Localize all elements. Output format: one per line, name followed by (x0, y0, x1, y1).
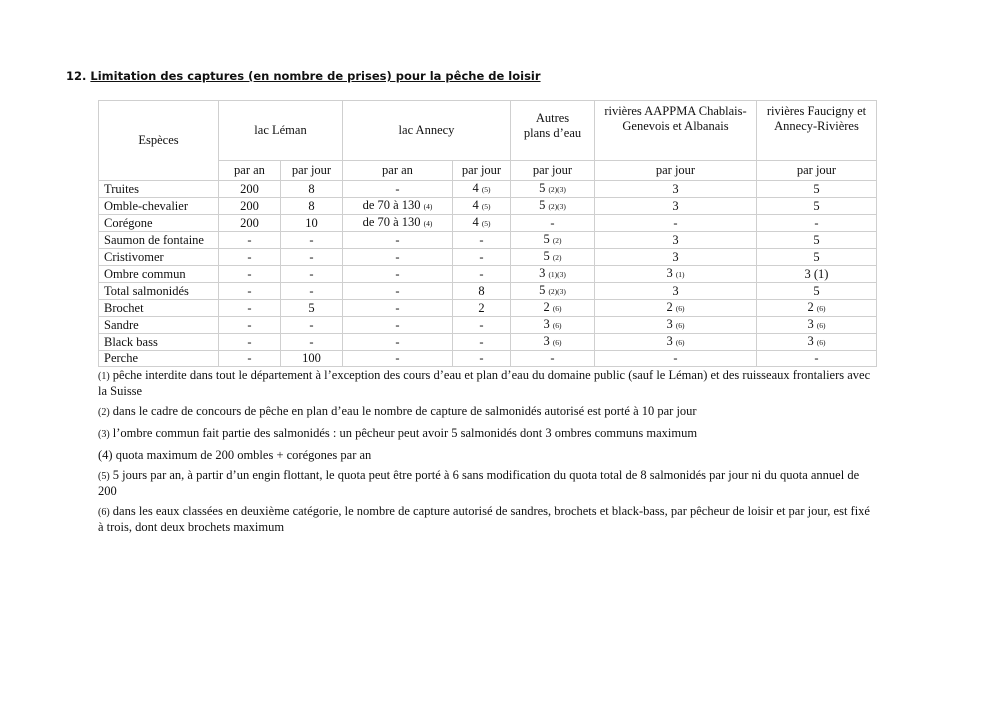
cell-value: 5 (539, 283, 546, 297)
cell-value: 2 (666, 300, 673, 314)
footnote-ref: (1) (675, 270, 685, 279)
cell-value: 3 (672, 232, 679, 247)
value-cell-faucigny (757, 266, 877, 283)
cell-value: 3 (543, 334, 550, 348)
footnote-ref: (6) (552, 321, 562, 330)
species-cell: Saumon de fontaine (99, 232, 219, 249)
footnote-item (98, 504, 878, 534)
subheader-leman-par-jour: par jour (281, 161, 343, 181)
value-cell-leman-an (219, 300, 281, 317)
footnote-item (98, 404, 878, 420)
header-chablais (595, 101, 757, 161)
footnote-ref: (2)(3) (548, 185, 566, 194)
cell-value: - (309, 249, 314, 264)
cell-value: - (309, 283, 314, 298)
value-cell-leman-an (219, 198, 281, 215)
cell-value: 2 (807, 300, 814, 314)
cell-value: 3 (807, 317, 814, 331)
cell-value: - (479, 351, 484, 365)
footnote-text: dans le cadre de concours de pêche en plan d’eau le nombre de capture de salmonidés autorisé est porté à 10 par jour (112, 404, 697, 418)
table-row (99, 283, 877, 300)
value-cell-faucigny (757, 351, 877, 367)
footnote-text: pêche interdite dans tout le département à l’exception des cours d’eau et plan d’eau du domaine public (sauf le Léman) et des ruisseaux frontaliers avec la Suisse (98, 368, 871, 398)
table-row (99, 198, 877, 215)
footnote-text: 5 jours par an, à partir d’un engin flottant, le quota peut être porté à 6 sans modification du quota total de 8 salmonidés par jour ni du quota annuel de 200 (98, 468, 860, 498)
cell-value: 3 (807, 334, 814, 348)
value-cell-annecy-jour (453, 198, 511, 215)
cell-value: - (309, 317, 314, 332)
cell-value: 5 (813, 181, 820, 196)
species-header: Espèces (99, 101, 219, 181)
footnote-item (98, 448, 878, 462)
cell-value: - (247, 334, 252, 349)
cell-value: 2 (478, 300, 485, 315)
species-cell: Truites (99, 181, 219, 198)
footnote-item (98, 468, 878, 498)
footnote-ref: (6) (816, 304, 826, 313)
cell-value: - (673, 351, 678, 365)
cell-value: 3 (672, 181, 679, 196)
value-cell-leman-an (219, 351, 281, 367)
value-cell-leman-an (219, 249, 281, 266)
value-cell-chablais (595, 215, 757, 232)
value-cell-annecy-jour (453, 232, 511, 249)
footnotes (98, 368, 878, 540)
cell-value: de 70 à 130 (362, 215, 421, 229)
value-cell-faucigny (757, 232, 877, 249)
value-cell-leman-an (219, 317, 281, 334)
cell-value: 5 (543, 249, 550, 263)
value-cell-autres (511, 266, 595, 283)
cell-value: 4 (472, 215, 479, 229)
value-cell-chablais (595, 232, 757, 249)
value-cell-leman-jour (281, 232, 343, 249)
catch-limits-table (98, 100, 877, 367)
value-cell-chablais (595, 351, 757, 367)
footnote-text: l’ombre commun fait partie des salmonidés : un pêcheur peut avoir 5 salmonidés dont 3 ombres communs maximum (112, 426, 698, 440)
value-cell-annecy-jour (453, 351, 511, 367)
value-cell-faucigny (757, 334, 877, 351)
footnote-ref: (1)(3) (548, 270, 566, 279)
footnote-text: quota maximum de 200 ombles + corégones par an (115, 448, 372, 462)
footnote-ref: (6) (675, 338, 685, 347)
section-title (66, 69, 541, 83)
value-cell-chablais (595, 317, 757, 334)
cell-value: 2 (543, 300, 550, 314)
cell-value: 3 (672, 249, 679, 264)
value-cell-chablais (595, 300, 757, 317)
table-row (99, 181, 877, 198)
footnote-ref: (2)(3) (548, 287, 566, 296)
footnote-ref: (2)(3) (548, 202, 566, 211)
value-cell-autres (511, 249, 595, 266)
table-row (99, 334, 877, 351)
subheader-leman-par-an: par an (219, 161, 281, 181)
species-cell: Total salmonidés (99, 283, 219, 300)
subheader-annecy-par-an: par an (343, 161, 453, 181)
header-row-groups (99, 101, 877, 161)
cell-value: - (395, 266, 400, 281)
value-cell-annecy-an (343, 266, 453, 283)
cell-value: 3 (539, 266, 546, 280)
header-faucigny-line2: Annecy-Rivières (774, 119, 859, 133)
value-cell-annecy-jour (453, 215, 511, 232)
cell-value: - (309, 334, 314, 349)
footnote-number: (4) (98, 448, 113, 462)
cell-value: 100 (302, 351, 321, 365)
cell-value: 3 (666, 334, 673, 348)
table-row (99, 300, 877, 317)
cell-value: 3 (672, 198, 679, 213)
value-cell-annecy-an (343, 283, 453, 300)
value-cell-faucigny (757, 317, 877, 334)
cell-value: 8 (308, 181, 315, 196)
cell-value: - (814, 351, 819, 365)
table-row (99, 232, 877, 249)
value-cell-annecy-jour (453, 181, 511, 198)
species-cell: Corégone (99, 215, 219, 232)
cell-value: 10 (305, 215, 318, 230)
value-cell-annecy-an (343, 215, 453, 232)
cell-value: - (814, 215, 819, 230)
value-cell-leman-jour (281, 300, 343, 317)
value-cell-leman-jour (281, 334, 343, 351)
footnote-ref: (5) (481, 185, 491, 194)
header-autres-line2: plans d’eau (523, 126, 582, 140)
value-cell-faucigny (757, 249, 877, 266)
cell-value: 5 (813, 198, 820, 213)
value-cell-faucigny (757, 198, 877, 215)
value-cell-chablais (595, 266, 757, 283)
footnote-ref: (6) (675, 304, 685, 313)
footnote-ref: (6) (552, 338, 562, 347)
value-cell-annecy-an (343, 249, 453, 266)
subheader-faucigny-par-jour: par jour (757, 161, 877, 181)
footnote-number: (1) (98, 371, 110, 382)
value-cell-annecy-an (343, 232, 453, 249)
value-cell-leman-an (219, 232, 281, 249)
value-cell-leman-jour (281, 317, 343, 334)
cell-value: - (395, 232, 400, 247)
value-cell-autres (511, 215, 595, 232)
cell-value: - (247, 232, 252, 247)
value-cell-annecy-an (343, 198, 453, 215)
species-cell: Perche (99, 351, 219, 367)
cell-value: 5 (813, 232, 820, 247)
header-chablais-line1: rivières AAPPMA Chablais- (604, 104, 747, 118)
value-cell-leman-an (219, 266, 281, 283)
cell-value: - (479, 334, 484, 349)
table-row (99, 249, 877, 266)
footnote-item (98, 426, 878, 442)
value-cell-chablais (595, 181, 757, 198)
table-row (99, 317, 877, 334)
cell-value: 200 (240, 198, 259, 213)
table-row (99, 215, 877, 232)
value-cell-autres (511, 334, 595, 351)
value-cell-annecy-jour (453, 249, 511, 266)
cell-value: - (395, 300, 400, 315)
value-cell-chablais (595, 198, 757, 215)
value-cell-leman-jour (281, 249, 343, 266)
footnote-number: (6) (98, 507, 110, 518)
table-row (99, 266, 877, 283)
value-cell-faucigny (757, 283, 877, 300)
value-cell-autres (511, 283, 595, 300)
footnote-ref: (2) (552, 253, 562, 262)
value-cell-autres (511, 300, 595, 317)
footnote-ref: (5) (481, 202, 491, 211)
value-cell-annecy-an (343, 334, 453, 351)
header-faucigny (757, 101, 877, 161)
value-cell-leman-an (219, 181, 281, 198)
species-cell: Sandre (99, 317, 219, 334)
species-cell: Cristivomer (99, 249, 219, 266)
cell-value: - (247, 266, 252, 281)
footnote-ref: (6) (552, 304, 562, 313)
cell-value: 3 (672, 283, 679, 298)
value-cell-leman-jour (281, 283, 343, 300)
cell-value: - (309, 232, 314, 247)
cell-value: - (309, 266, 314, 281)
value-cell-leman-jour (281, 266, 343, 283)
cell-value: 3 (543, 317, 550, 331)
value-cell-leman-jour (281, 351, 343, 367)
header-lac-leman: lac Léman (219, 101, 343, 161)
species-cell: Ombre commun (99, 266, 219, 283)
footnote-ref: (2) (552, 236, 562, 245)
value-cell-chablais (595, 249, 757, 266)
footnote-ref: (5) (481, 219, 491, 228)
subheader-autres-par-jour: par jour (511, 161, 595, 181)
species-cell: Brochet (99, 300, 219, 317)
header-lac-annecy: lac Annecy (343, 101, 511, 161)
cell-value: - (247, 283, 252, 298)
value-cell-leman-an (219, 283, 281, 300)
value-cell-leman-an (219, 215, 281, 232)
cell-value: - (395, 334, 400, 349)
footnote-number: (5) (98, 471, 110, 482)
value-cell-chablais (595, 334, 757, 351)
section-number: 12. (66, 69, 87, 83)
value-cell-annecy-jour (453, 317, 511, 334)
cell-value: - (479, 317, 484, 332)
header-autres-plans-eau (511, 101, 595, 161)
cell-value: - (479, 232, 484, 247)
value-cell-annecy-an (343, 181, 453, 198)
species-cell: Black bass (99, 334, 219, 351)
cell-value: 3 (666, 266, 673, 280)
value-cell-annecy-jour (453, 266, 511, 283)
footnote-number: (2) (98, 407, 110, 418)
value-cell-faucigny (757, 215, 877, 232)
cell-value: 5 (308, 300, 315, 315)
value-cell-faucigny (757, 300, 877, 317)
section-title-text: Limitation des captures (en nombre de prises) pour la pêche de loisir (90, 69, 541, 83)
cell-value: 8 (308, 198, 315, 213)
cell-value: - (247, 249, 252, 264)
cell-value: 8 (478, 283, 485, 298)
value-cell-autres (511, 317, 595, 334)
footnote-text: dans les eaux classées en deuxième catégorie, le nombre de capture autorisé de sandres, brochets et black-bass, par pêcheur de loisir et par jour, est fixé à trois, dont deux brochets maximum (98, 504, 870, 534)
footnote-item (98, 368, 878, 398)
header-autres-line1: Autres (535, 111, 570, 125)
cell-value: - (479, 249, 484, 264)
species-cell: Omble-chevalier (99, 198, 219, 215)
cell-value: - (673, 215, 678, 230)
subheader-annecy-par-jour: par jour (453, 161, 511, 181)
cell-value: - (247, 351, 252, 365)
footnote-ref: (4) (423, 219, 433, 228)
value-cell-leman-jour (281, 181, 343, 198)
cell-value: 3 (666, 317, 673, 331)
cell-value: - (395, 181, 400, 196)
footnote-number: (3) (98, 429, 110, 440)
value-cell-chablais (595, 283, 757, 300)
value-cell-annecy-jour (453, 283, 511, 300)
cell-value: - (247, 317, 252, 332)
cell-value: 4 (472, 198, 479, 212)
value-cell-autres (511, 351, 595, 367)
cell-value: - (550, 215, 555, 230)
value-cell-annecy-an (343, 317, 453, 334)
header-chablais-line2: Genevois et Albanais (622, 119, 729, 133)
value-cell-annecy-jour (453, 334, 511, 351)
value-cell-annecy-an (343, 300, 453, 317)
cell-value: de 70 à 130 (362, 198, 421, 212)
value-cell-leman-an (219, 334, 281, 351)
header-faucigny-line1: rivières Faucigny et (766, 104, 867, 118)
value-cell-autres (511, 232, 595, 249)
cell-value: 5 (539, 181, 546, 195)
cell-value: - (395, 351, 400, 365)
value-cell-autres (511, 181, 595, 198)
table-row (99, 351, 877, 367)
cell-value: - (395, 249, 400, 264)
cell-value: 5 (813, 283, 820, 298)
value-cell-leman-jour (281, 215, 343, 232)
cell-value: 3 (1) (804, 266, 829, 281)
cell-value: - (395, 283, 400, 298)
value-cell-autres (511, 198, 595, 215)
value-cell-annecy-an (343, 351, 453, 367)
subheader-chablais-par-jour: par jour (595, 161, 757, 181)
cell-value: 200 (240, 181, 259, 196)
value-cell-leman-jour (281, 198, 343, 215)
cell-value: 5 (539, 198, 546, 212)
value-cell-annecy-jour (453, 300, 511, 317)
footnote-ref: (6) (675, 321, 685, 330)
cell-value: 5 (543, 232, 550, 246)
value-cell-faucigny (757, 181, 877, 198)
footnote-ref: (4) (423, 202, 433, 211)
cell-value: - (247, 300, 252, 315)
cell-value: - (550, 351, 555, 365)
cell-value: 5 (813, 249, 820, 264)
cell-value: - (395, 317, 400, 332)
cell-value: - (479, 266, 484, 281)
cell-value: 4 (472, 181, 479, 195)
footnote-ref: (6) (816, 338, 826, 347)
footnote-ref: (6) (816, 321, 826, 330)
cell-value: 200 (240, 215, 259, 230)
